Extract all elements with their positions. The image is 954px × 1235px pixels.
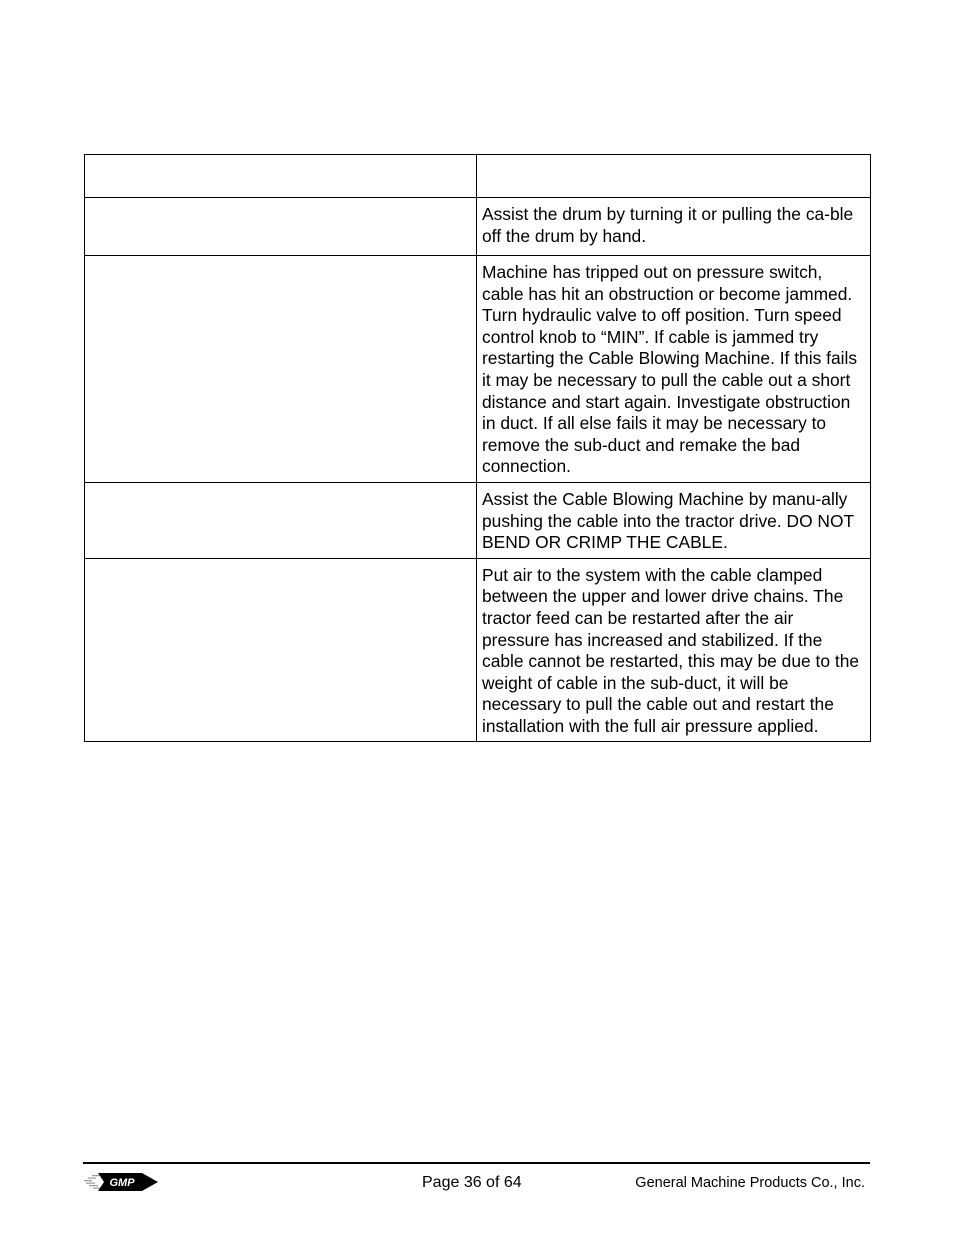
remedy-cell: Assist the Cable Blowing Machine by manu-ally pushing the cable into the tractor drive. DO NOT BEND OR CRIMP THE CABLE. <box>477 482 871 558</box>
logo-text: GMP <box>109 1177 135 1189</box>
table-row <box>85 256 871 483</box>
gmp-logo-icon <box>84 1170 160 1194</box>
problem-cell <box>85 256 477 483</box>
remedy-cell: Assist the drum by turning it or pulling the ca-ble off the drum by hand. <box>477 198 871 256</box>
problem-cell <box>85 558 477 742</box>
table-row <box>85 558 871 742</box>
remedy-cell: Machine has tripped out on pressure switch, cable has hit an obstruction or become jammed. Turn hydraulic valve to off position. Turn speed control knob to “MIN”. If cable is jammed try restarting the Cable Blowing Machine. If this fails it may be necessary to pull the cable out a short distance and start again. Investigate obstruction in duct. If all else fails it may be necessary to remove the sub-duct and remake the bad connection. <box>477 256 871 483</box>
header-cell-remedy <box>477 155 871 198</box>
troubleshooting-table <box>84 154 871 742</box>
company-name: General Machine Products Co., Inc. <box>635 1175 865 1191</box>
remedy-cell: Put air to the system with the cable clamped between the upper and lower drive chains. The tractor feed can be restarted after the air pressure has increased and stabilized. If the cable cannot be restarted, this may be due to the weight of cable in the sub-duct, it will be necessary to pull the cable out and restart the installation with the full air pressure applied. <box>477 558 871 742</box>
footer-divider <box>83 1162 870 1164</box>
problem-cell <box>85 482 477 558</box>
table-row <box>85 198 871 256</box>
header-cell-problem <box>85 155 477 198</box>
table-row <box>85 482 871 558</box>
page-number: Page 36 of 64 <box>422 1174 522 1191</box>
table-header-row <box>85 155 871 198</box>
problem-cell <box>85 198 477 256</box>
